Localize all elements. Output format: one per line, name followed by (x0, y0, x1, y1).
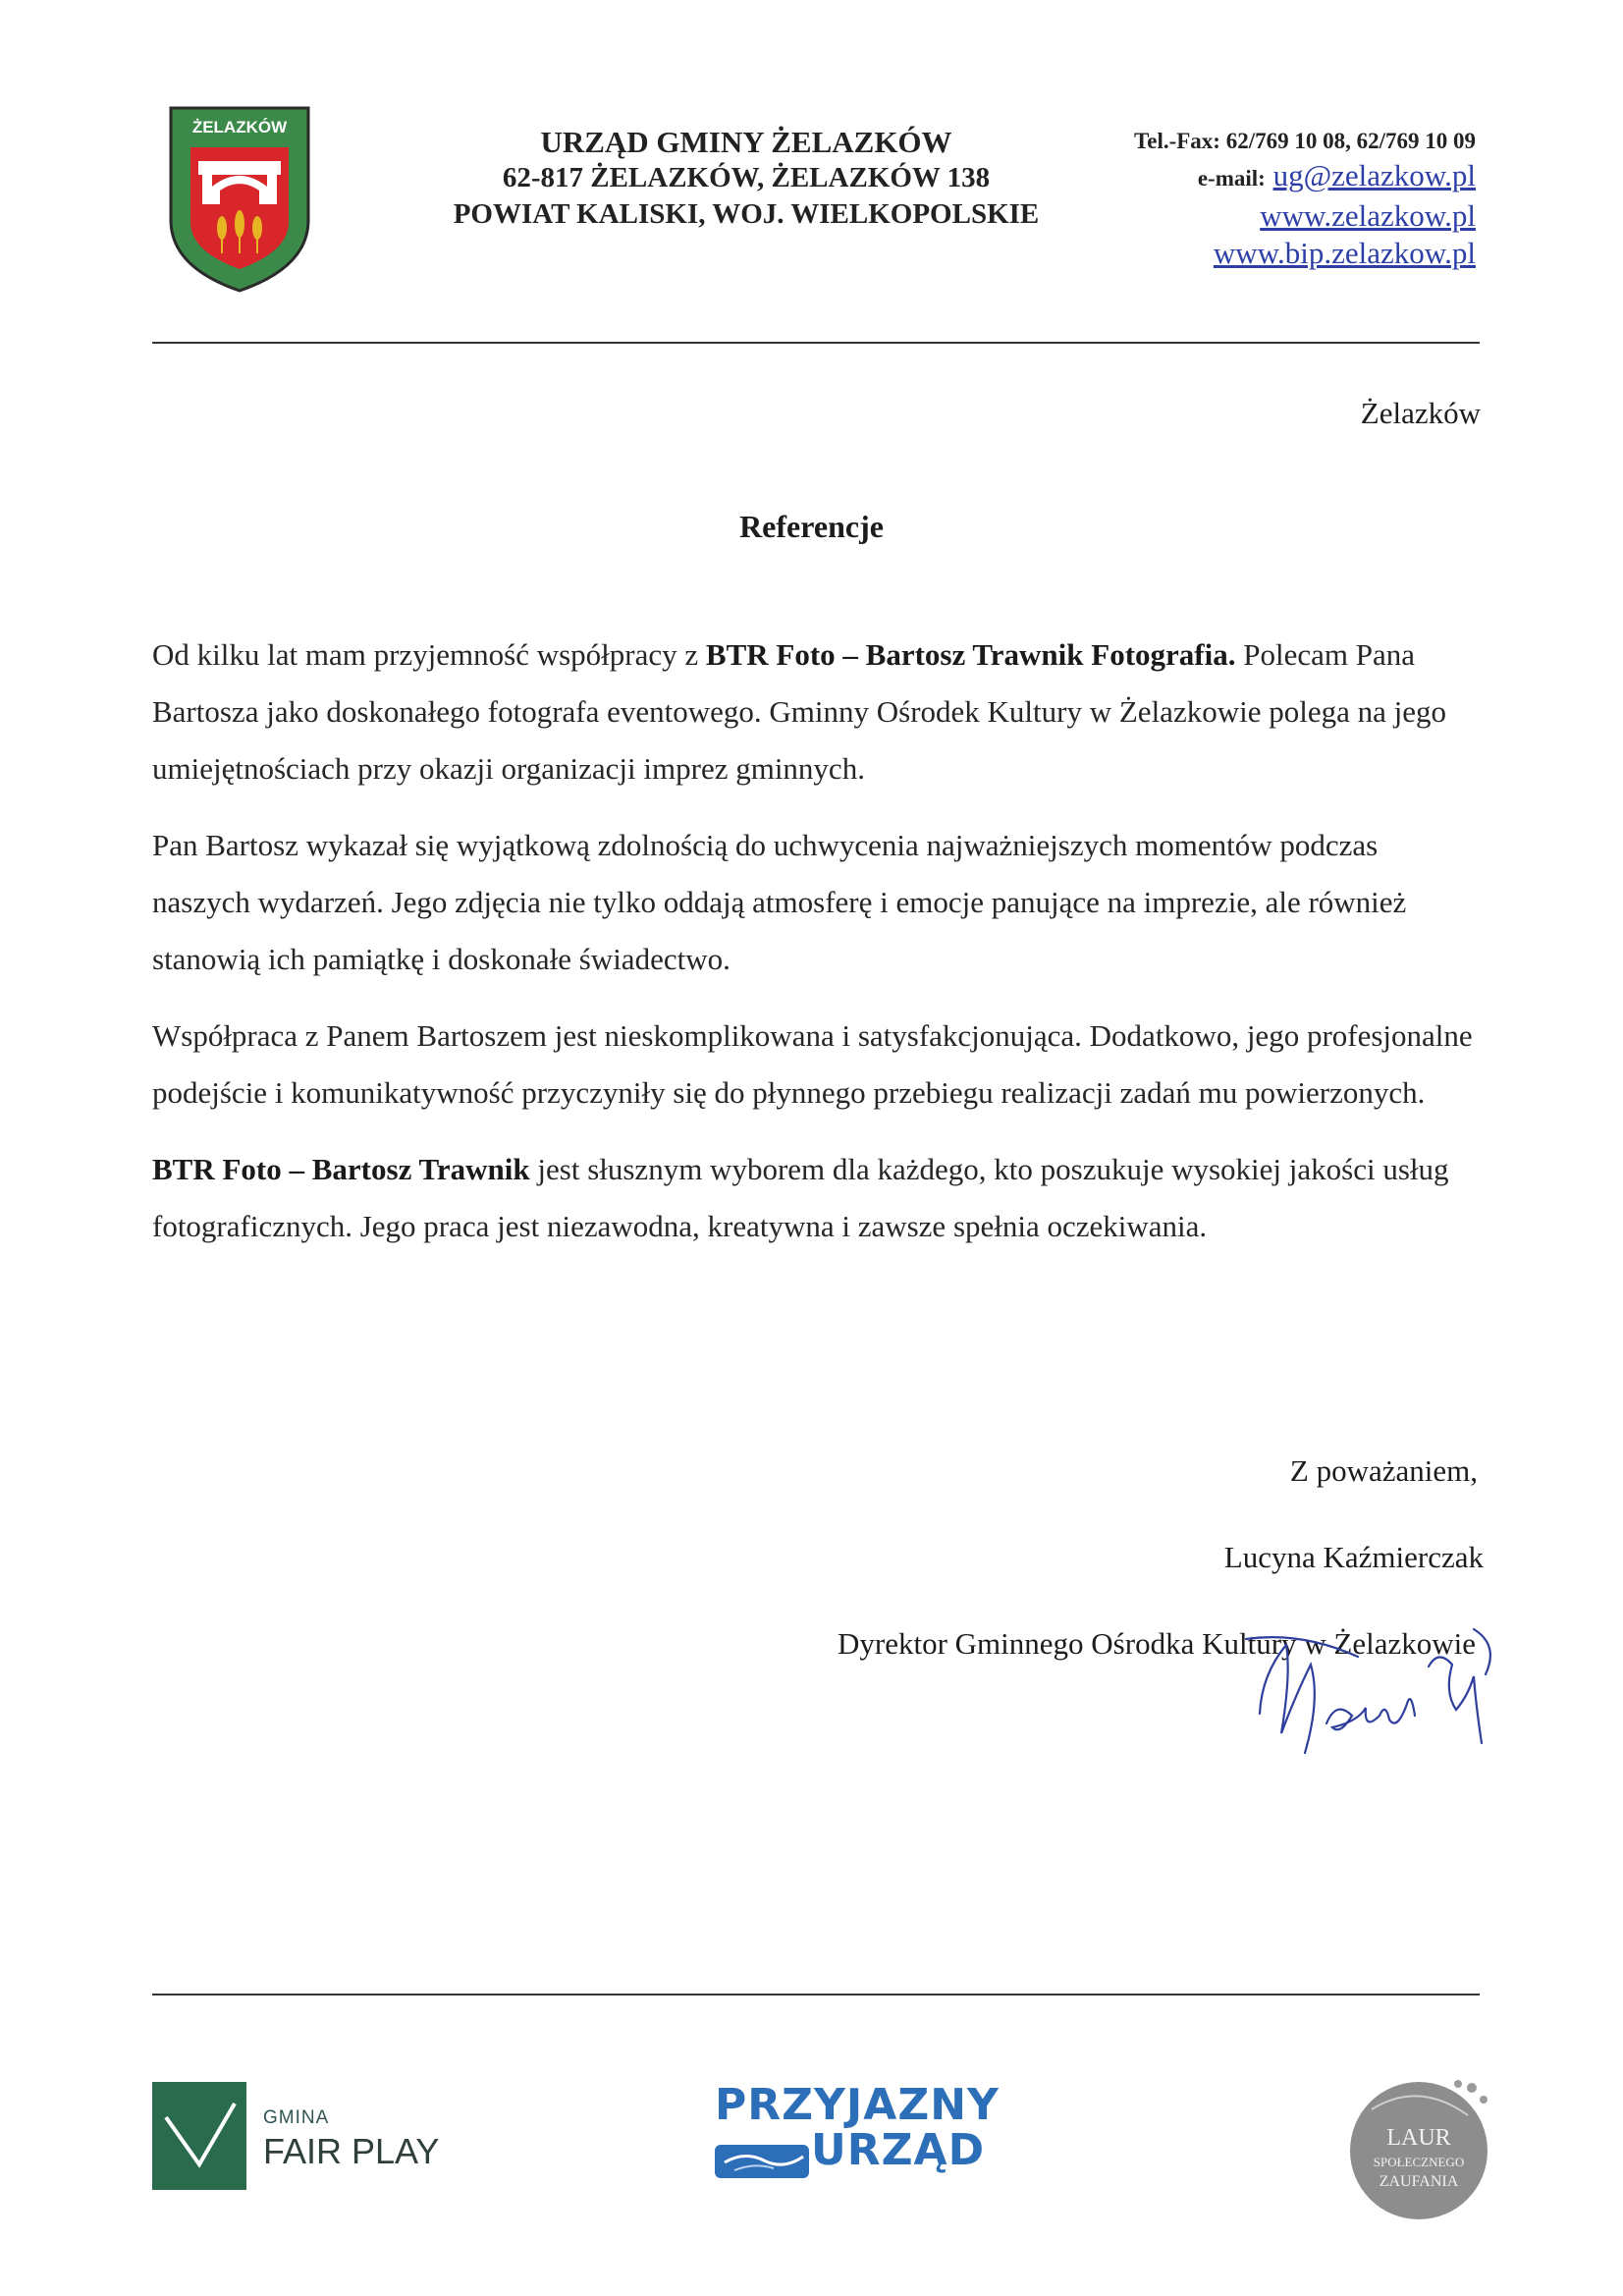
fair-play-label-small: GMINA (263, 2107, 330, 2128)
paragraph-2: Pan Bartosz wykazał się wyjątkową zdolnością do uchwycenia najważniejszych momentów podczas naszych wydarzeń. Jego zdjęcia nie tylko oddają atmosferę i emocje panujące na imprezie, ale również stanowią ich pamiątkę i doskonałe świadectwo. (152, 828, 1407, 976)
letter-title: Referencje (739, 509, 884, 544)
svg-text:ŻELAZKÓW: ŻELAZKÓW (191, 118, 288, 137)
footer-divider (152, 1994, 1480, 1995)
paragraph-4: BTR Foto – Bartosz Trawnik jest słusznym wyborem dla każdego, kto poszukuje wysokiej jakości usług fotograficznych. Jego praca jest niezawodna, kreatywna i zawsze spełnia oczekiwania. (152, 1152, 1449, 1243)
laur-zaufania-logo (1342, 2070, 1495, 2223)
company-name: BTR Foto – Bartosz Trawnik (152, 1152, 530, 1186)
signer-name: Lucyna Kaźmierczak (1223, 1540, 1484, 1574)
handshake-icon (715, 2133, 813, 2182)
checkmark-icon (152, 2082, 246, 2190)
urzad-label: URZĄD (811, 2125, 986, 2175)
contact-block (1134, 126, 1476, 272)
przyjazny-label: PRZYJAZNY (715, 2080, 1000, 2130)
closing-salutation: Z poważaniem, (1289, 1453, 1478, 1488)
email-label: e-mail: (1197, 166, 1266, 191)
website-link[interactable]: www.zelazkow.pl (1260, 198, 1476, 233)
office-address: 62-817 ŻELAZKÓW, ŻELAZKÓW 138 (502, 162, 991, 193)
svg-text:ZAUFANIA: ZAUFANIA (1379, 2173, 1459, 2190)
handwritten-signature (1242, 1606, 1507, 1763)
svg-text:LAUR: LAUR (1386, 2125, 1451, 2151)
fair-play-label: FAIR PLAY (263, 2131, 440, 2171)
tel-fax: Tel.-Fax: 62/769 10 08, 62/769 10 09 (1134, 129, 1476, 153)
paragraph-1: Od kilku lat mam przyjemność współpracy z BTR Foto – Bartosz Trawnik Fotografia. Polecam Pana Bartosza jako doskonałego fotografa eventowego. Gminny Ośrodek Kultury w Żelazkowie polega na jego umiejętnościach przy okazji organizacji imprez gminnych. (152, 637, 1446, 786)
svg-text:SPOŁECZNEGO: SPOŁECZNEGO (1373, 2155, 1465, 2169)
office-heading (412, 124, 1080, 233)
header-divider (152, 342, 1480, 344)
bip-link[interactable]: www.bip.zelazkow.pl (1213, 236, 1476, 270)
office-name: URZĄD GMINY ŻELAZKÓW (540, 125, 952, 159)
letter-body (152, 627, 1483, 1275)
email-link[interactable]: ug@zelazkow.pl (1272, 158, 1476, 192)
paragraph-3: Współpraca z Panem Bartoszem jest nieskomplikowana i satysfakcjonująca. Dodatkowo, jego profesjonalne podejście i komunikatywność przyczyniły się do płynnego przebiegu realizacji zadań mu powierzonych. (152, 1018, 1473, 1110)
office-region: POWIAT KALISKI, WOJ. WIELKOPOLSKIE (453, 198, 1040, 230)
company-name: BTR Foto – Bartosz Trawnik Fotografia. (705, 637, 1236, 672)
coat-of-arms-logo (165, 102, 314, 295)
fair-play-logo (152, 2082, 246, 2190)
signer-role: Dyrektor Gminnego Ośrodka Kultury w Żelazkowie (838, 1626, 1476, 1661)
letter-place: Żelazków (1360, 396, 1481, 430)
